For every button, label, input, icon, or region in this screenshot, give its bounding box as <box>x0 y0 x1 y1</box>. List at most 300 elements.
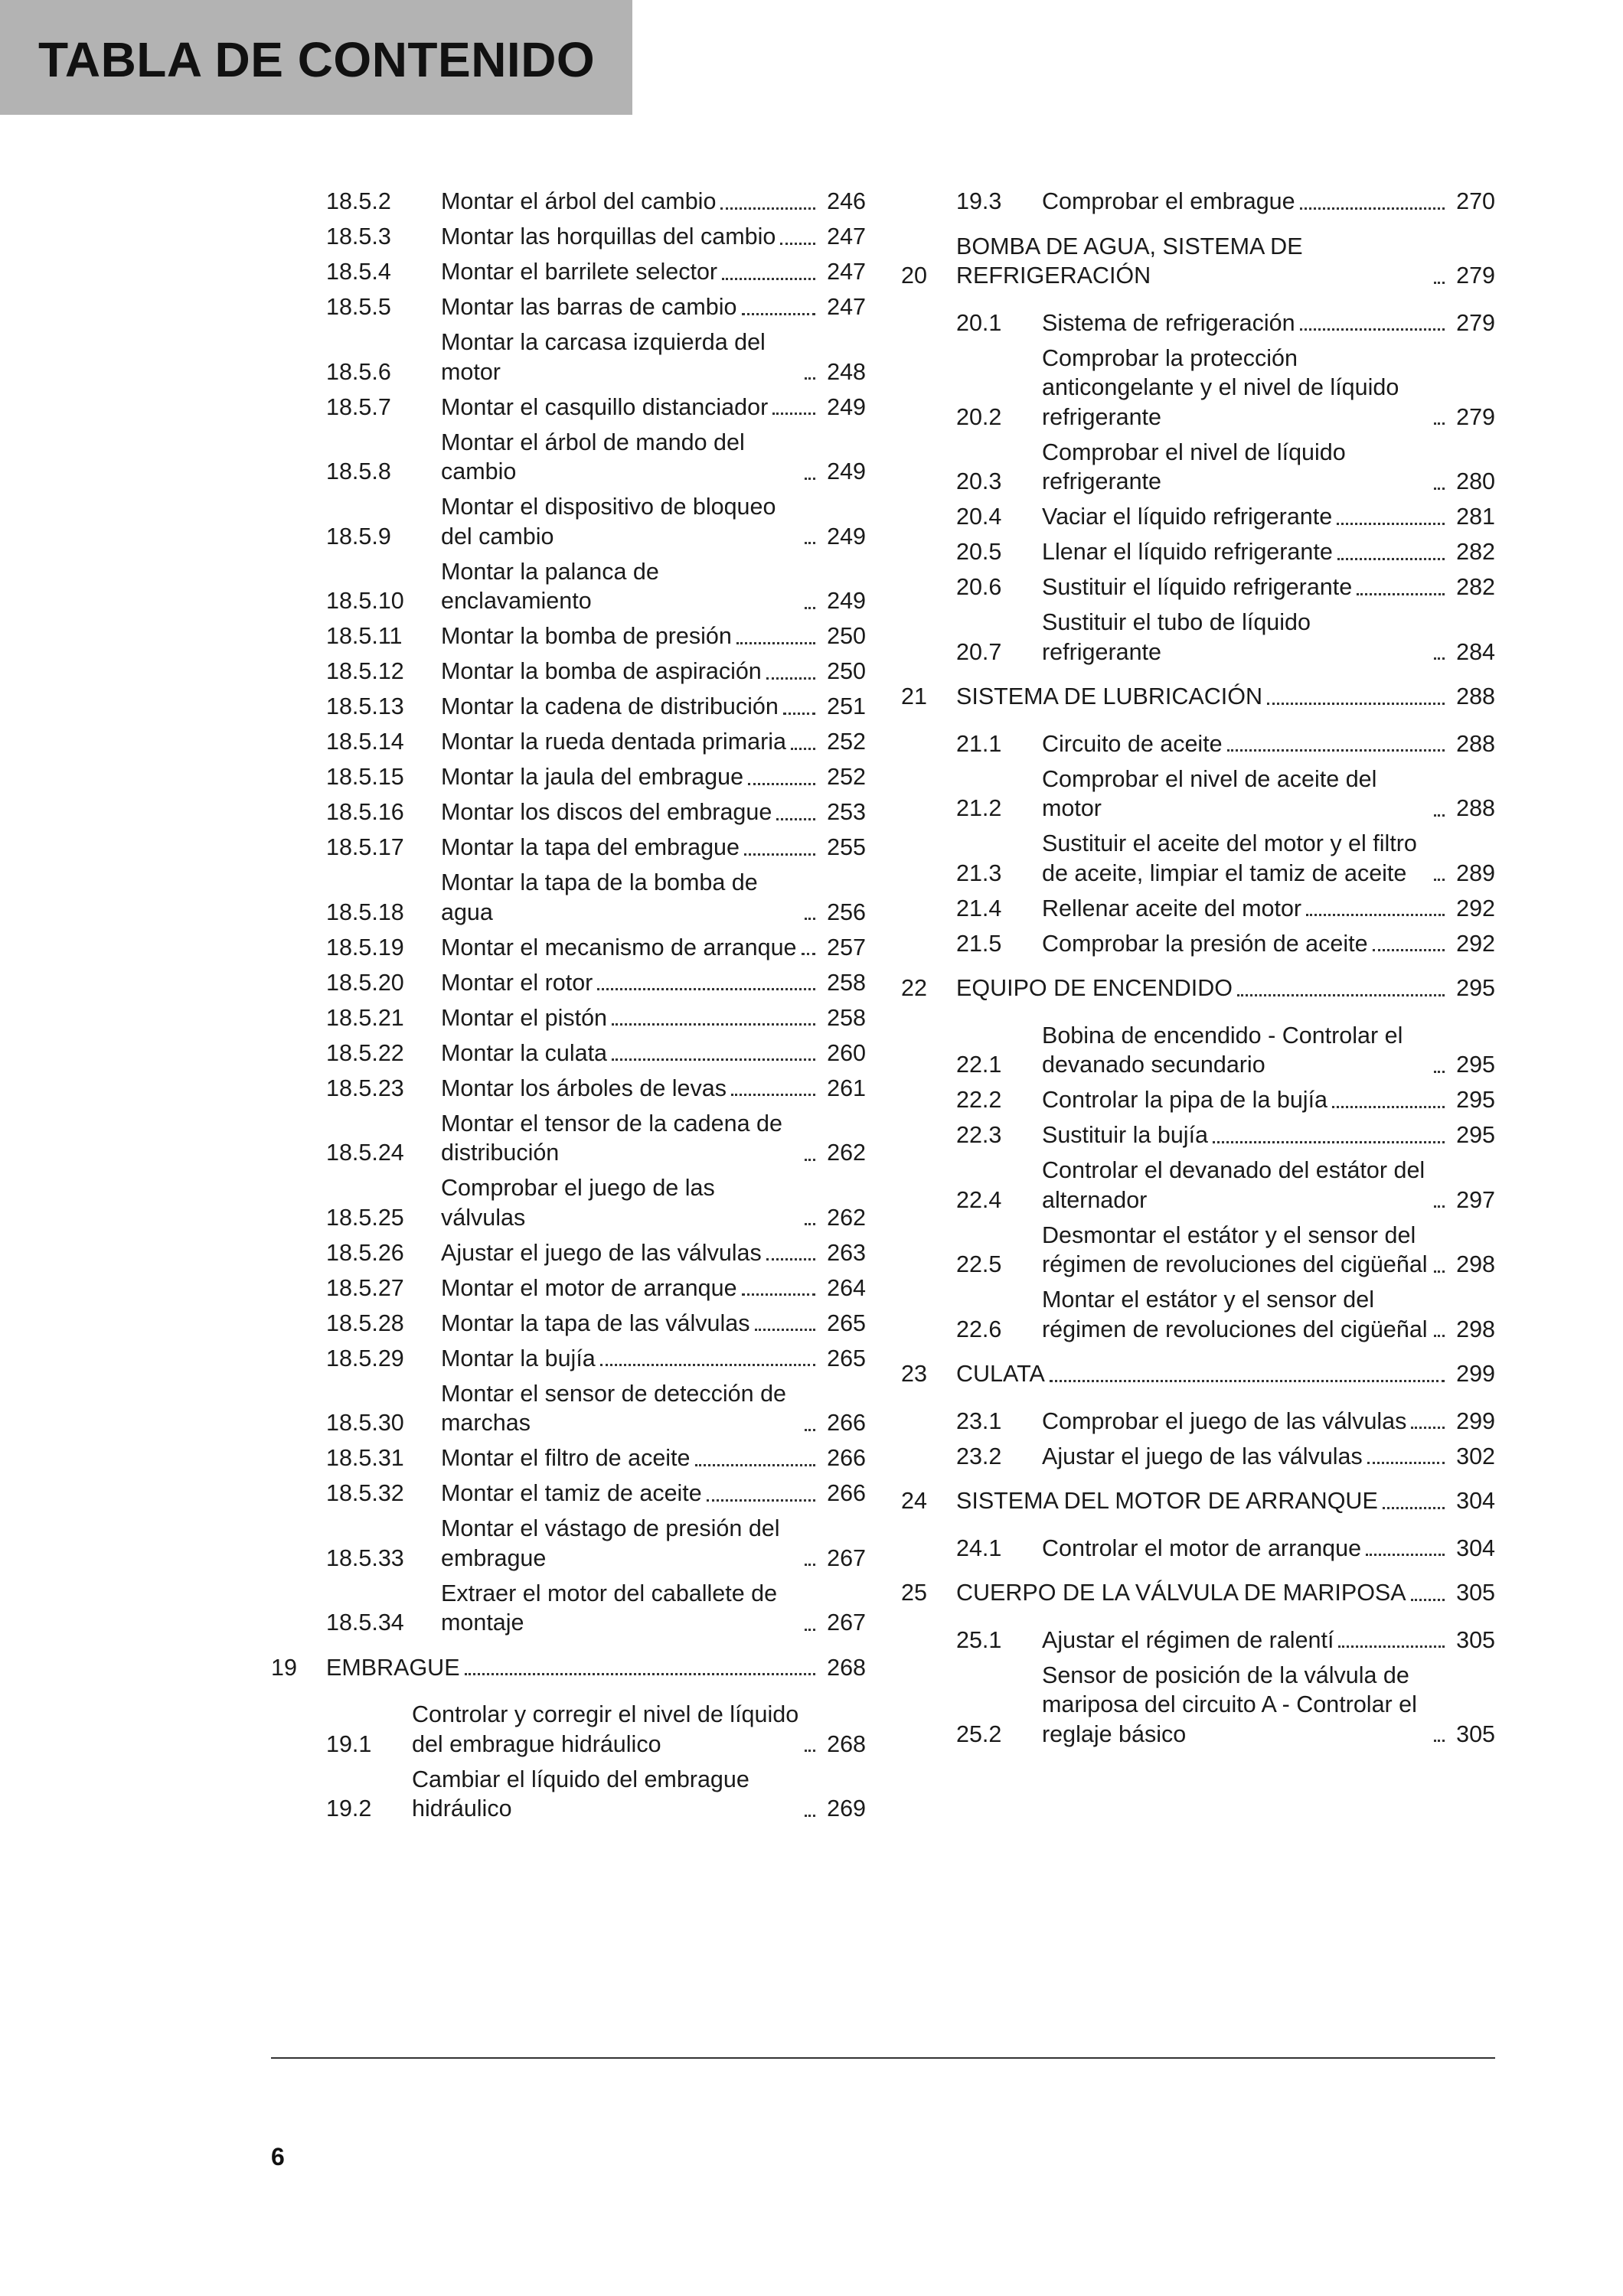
toc-entry-page: 257 <box>827 934 866 960</box>
dot-leader <box>1300 328 1445 331</box>
toc-entry-number: 18.5.9 <box>326 523 391 550</box>
toc-entry-page: 295 <box>1456 1122 1495 1148</box>
dot-leader <box>766 1258 815 1261</box>
toc-entry-number: 18.5.22 <box>326 1039 404 1066</box>
toc-entry[interactable] <box>271 868 866 927</box>
dot-leader <box>1213 1141 1445 1143</box>
toc-entry-title: Vaciar el líquido refrigerante <box>1042 504 1333 530</box>
toc-entry-page: 246 <box>827 188 866 214</box>
toc-entry[interactable] <box>901 1661 1495 1750</box>
toc-entry-title: Controlar el devanado del estátor del alternador <box>1042 1157 1425 1213</box>
toc-entry-number: 21.1 <box>956 730 1002 757</box>
toc-entry-page: 289 <box>1456 859 1495 886</box>
toc-entry-title: Controlar el motor de arranque <box>1042 1534 1362 1561</box>
toc-entry[interactable] <box>901 502 1495 532</box>
toc-entry-page: 305 <box>1456 1626 1495 1653</box>
toc-entry-title: Ajustar el régimen de ralentí <box>1042 1626 1334 1653</box>
dot-leader <box>612 1023 815 1026</box>
toc-entry[interactable] <box>271 492 866 551</box>
toc-entry-number: 18.5.7 <box>326 393 391 420</box>
toc-entry-title: CULATA <box>956 1361 1045 1387</box>
toc-entry-page: 281 <box>1456 504 1495 530</box>
toc-entry-page: 269 <box>827 1795 866 1821</box>
dot-leader <box>780 243 815 245</box>
toc-entry-number: 23.1 <box>956 1407 1002 1434</box>
toc-entry[interactable] <box>901 438 1495 497</box>
toc-entry-number: 24.1 <box>956 1534 1002 1561</box>
toc-entry-page: 262 <box>827 1140 866 1166</box>
toc-entry-title: Montar el árbol de mando del cambio <box>441 429 745 484</box>
page-title: TABLA DE CONTENIDO <box>38 32 596 87</box>
toc-entry-number: 18.5.33 <box>326 1544 404 1571</box>
toc-chapter-entry[interactable] <box>901 974 1495 1003</box>
dot-leader <box>805 1564 815 1566</box>
toc-entry-page: 248 <box>827 358 866 385</box>
toc-entry-number: 18.5.8 <box>326 458 391 484</box>
toc-entry-page: 292 <box>1456 930 1495 957</box>
toc-entry-number: 18.5.11 <box>326 623 403 649</box>
toc-entry-title: Montar el vástago de presión del embrague <box>441 1515 780 1571</box>
toc-entry-page: 251 <box>827 693 866 719</box>
toc-entry-title: Montar la tapa de la bomba de agua <box>441 869 758 925</box>
dot-leader <box>1434 1335 1445 1337</box>
toc-entry[interactable] <box>271 762 866 792</box>
dot-leader <box>1411 1427 1445 1429</box>
toc-entry-number: 20.1 <box>956 309 1002 336</box>
dot-leader <box>1434 657 1445 660</box>
toc-entry-number: 18.5.19 <box>326 934 404 960</box>
toc-entry-number: 23.2 <box>956 1443 1002 1469</box>
toc-entry-number: 18.5.29 <box>326 1345 404 1371</box>
toc-entry-page: 282 <box>1456 539 1495 565</box>
toc-entry-page: 253 <box>827 799 866 825</box>
dot-leader <box>1434 1205 1445 1208</box>
dot-leader <box>722 278 815 280</box>
toc-entry-title: Montar el casquillo distanciador <box>441 393 769 420</box>
toc-entry-number: 18.5.4 <box>326 259 391 285</box>
toc-entry-number: 18.5.25 <box>326 1204 404 1231</box>
toc-entry-title: Montar el dispositivo de bloqueo del cambio <box>441 494 776 550</box>
toc-entry[interactable] <box>271 257 866 287</box>
dot-leader <box>772 413 815 415</box>
toc-entry-title: Montar el motor de arranque <box>441 1274 737 1301</box>
dot-leader <box>1434 1270 1445 1273</box>
toc-entry-page: 270 <box>1456 188 1495 214</box>
dot-leader <box>1434 488 1445 490</box>
toc-entry[interactable] <box>901 1120 1495 1150</box>
dot-leader <box>1337 558 1445 560</box>
dot-leader <box>1434 1071 1445 1073</box>
toc-entry-number: 22.3 <box>956 1122 1002 1148</box>
toc-entry[interactable] <box>271 692 866 722</box>
toc-entry-number: 20.7 <box>956 638 1002 665</box>
dot-leader <box>744 853 815 856</box>
toc-entry[interactable] <box>901 608 1495 667</box>
dot-leader <box>805 1159 815 1161</box>
dot-leader <box>465 1673 815 1675</box>
toc-entry[interactable] <box>271 187 866 217</box>
toc-entry-page: 295 <box>1456 975 1495 1001</box>
toc-entry-title: Llenar el líquido refrigerante <box>1042 539 1333 565</box>
toc-column-left <box>271 187 866 1829</box>
toc-entry-page: 282 <box>1456 574 1495 600</box>
toc-chapter-entry[interactable] <box>901 1486 1495 1516</box>
toc-entry-title: Desmontar el estátor y el sensor del régimen de revoluciones del cigüeñal <box>1042 1221 1428 1277</box>
toc-entry[interactable] <box>271 1274 866 1303</box>
dot-leader <box>805 1629 815 1631</box>
dot-leader <box>731 1094 815 1096</box>
toc-entry-title: Montar la bujía <box>441 1345 596 1371</box>
toc-entry[interactable] <box>271 1344 866 1374</box>
toc-entry-number: 25 <box>901 1580 927 1606</box>
toc-entry-page: 292 <box>1456 895 1495 921</box>
toc-entry[interactable] <box>271 933 866 963</box>
dot-leader <box>748 783 815 785</box>
toc-entry-title: Comprobar el juego de las válvulas <box>1042 1407 1407 1434</box>
toc-entry[interactable] <box>901 1285 1495 1344</box>
toc-entry-title: Montar el árbol del cambio <box>441 188 717 214</box>
toc-entry-title: Montar la tapa de las válvulas <box>441 1309 750 1336</box>
toc-entry-title: Comprobar la protección anticongelante y el nivel de líquido refrigerante <box>1042 344 1399 430</box>
toc-entry-title: Montar el tensor de la cadena de distribución <box>441 1110 782 1166</box>
dot-leader <box>805 1429 815 1431</box>
toc-entry[interactable] <box>271 968 866 998</box>
toc-entry-title: Sustituir el aceite del motor y el filtro de aceite, limpiar el tamiz de aceite <box>1042 830 1417 886</box>
toc-entry[interactable] <box>271 292 866 322</box>
toc-entry-page: 299 <box>1456 1407 1495 1434</box>
toc-entry-number: 19.1 <box>326 1730 372 1757</box>
toc-entry-number: 18.5.10 <box>326 588 404 614</box>
toc-entry-title: Controlar y corregir el nivel de líquido del embrague hidráulico <box>412 1701 799 1757</box>
toc-entry-page: 256 <box>827 899 866 925</box>
toc-entry[interactable] <box>901 537 1495 567</box>
toc-entry[interactable] <box>901 1407 1495 1437</box>
toc-entry-number: 23 <box>901 1361 927 1387</box>
dot-leader <box>783 713 815 715</box>
toc-entry-title: Controlar la pipa de la bujía <box>1042 1087 1328 1113</box>
dot-leader <box>805 542 815 544</box>
toc-entry-title: Comprobar el juego de las válvulas <box>441 1175 715 1231</box>
toc-entry-page: 249 <box>827 393 866 420</box>
toc-entry-title: Bobina de encendido - Controlar el devanado secundario <box>1042 1022 1403 1078</box>
toc-entry-page: 284 <box>1456 638 1495 665</box>
toc-entry-page: 279 <box>1456 403 1495 430</box>
dot-leader <box>736 642 815 644</box>
dot-leader <box>1383 1507 1445 1509</box>
toc-entry-number: 21.5 <box>956 930 1002 957</box>
toc-entry-title: Comprobar el nivel de líquido refrigerante <box>1042 439 1346 494</box>
toc-entry-page: 298 <box>1456 1316 1495 1342</box>
toc-entry[interactable] <box>901 1221 1495 1280</box>
toc-entry-title: Montar la culata <box>441 1039 607 1066</box>
toc-entry-page: 266 <box>827 1480 866 1506</box>
dot-leader <box>1332 1106 1445 1108</box>
toc-entry-page: 265 <box>827 1345 866 1371</box>
toc-entry-page: 261 <box>827 1075 866 1101</box>
toc-entry[interactable] <box>271 1039 866 1068</box>
toc-entry-page: 305 <box>1456 1580 1495 1606</box>
toc-entry-title: Montar la tapa del embrague <box>441 834 740 860</box>
toc-entry-number: 20.6 <box>956 574 1002 600</box>
toc-entry-title: Montar el estátor y el sensor del régimen de revoluciones del cigüeñal <box>1042 1287 1428 1342</box>
toc-column-right <box>901 187 1495 1755</box>
toc-entry[interactable] <box>271 1003 866 1033</box>
toc-entry-page: 258 <box>827 969 866 996</box>
toc-entry[interactable] <box>271 1173 866 1232</box>
toc-entry[interactable] <box>901 1156 1495 1215</box>
toc-entry-page: 304 <box>1456 1534 1495 1561</box>
toc-entry[interactable] <box>271 1238 866 1268</box>
dot-leader <box>695 1464 816 1466</box>
dot-leader <box>776 818 815 820</box>
toc-entry[interactable] <box>271 1109 866 1168</box>
toc-entry-number: 22.2 <box>956 1087 1002 1113</box>
dot-leader <box>1267 703 1445 705</box>
dot-leader <box>1300 207 1445 210</box>
toc-entry-page: 280 <box>1456 468 1495 494</box>
toc-entry-page: 264 <box>827 1274 866 1301</box>
toc-entry-title: Ajustar el juego de las válvulas <box>1042 1443 1363 1469</box>
toc-entry[interactable] <box>271 1765 866 1824</box>
toc-entry[interactable] <box>901 729 1495 759</box>
dot-leader <box>805 1750 815 1752</box>
toc-entry-title: Montar la jaula del embrague <box>441 764 744 790</box>
toc-entry-title: Montar la rueda dentada primaria <box>441 729 786 755</box>
dot-leader <box>597 988 815 990</box>
toc-entry[interactable] <box>271 1443 866 1473</box>
toc-entry-title: Montar la carcasa izquierda del motor <box>441 329 766 385</box>
toc-entry-title: Comprobar la presión de aceite <box>1042 930 1368 957</box>
toc-entry[interactable] <box>901 1021 1495 1080</box>
toc-entry-title: Montar el mecanismo de arranque <box>441 934 797 960</box>
toc-entry-number: 19.2 <box>326 1795 372 1821</box>
toc-entry-page: 252 <box>827 764 866 790</box>
toc-entry[interactable] <box>271 1379 866 1438</box>
toc-entry[interactable] <box>901 929 1495 959</box>
toc-entry[interactable] <box>271 557 866 616</box>
toc-entry-number: 18.5.27 <box>326 1274 404 1301</box>
dot-leader <box>805 478 815 480</box>
toc-entry-number: 19 <box>271 1654 297 1681</box>
toc-entry[interactable] <box>271 393 866 422</box>
toc-entry-page: 247 <box>827 223 866 249</box>
dot-leader <box>1237 994 1445 996</box>
toc-entry-title: Sensor de posición de la válvula de mariposa del circuito A - Controlar el reglaje básico <box>1042 1662 1417 1747</box>
dot-leader <box>1434 814 1445 817</box>
toc-entry-page: 268 <box>827 1654 866 1681</box>
toc-entry-title: Montar las barras de cambio <box>441 294 737 320</box>
toc-entry[interactable] <box>271 1309 866 1339</box>
toc-entry-title: Montar los discos del embrague <box>441 799 772 825</box>
dot-leader <box>802 953 815 955</box>
toc-entry-title: Circuito de aceite <box>1042 730 1223 757</box>
toc-entry[interactable] <box>901 1534 1495 1564</box>
toc-entry-number: 22.4 <box>956 1186 1002 1213</box>
toc-entry[interactable] <box>271 1514 866 1573</box>
dot-leader <box>1366 1554 1445 1556</box>
toc-entry-page: 263 <box>827 1239 866 1266</box>
toc-entry-page: 260 <box>827 1039 866 1066</box>
header-banner <box>0 0 632 115</box>
toc-entry[interactable] <box>271 1074 866 1104</box>
toc-entry-title: Montar el filtro de aceite <box>441 1445 691 1471</box>
toc-entry-title: Comprobar el embrague <box>1042 188 1295 214</box>
toc-entry-title: Montar la bomba de presión <box>441 623 732 649</box>
toc-entry-title: BOMBA DE AGUA, SISTEMA DE REFRIGERACIÓN <box>956 233 1303 289</box>
toc-entry-title: Sustituir la bujía <box>1042 1122 1208 1148</box>
dot-leader <box>1434 422 1445 425</box>
toc-entry-number: 18.5.17 <box>326 834 404 860</box>
toc-entry-page: 288 <box>1456 795 1495 821</box>
toc-entry[interactable] <box>901 308 1495 338</box>
toc-entry-title: Montar el rotor <box>441 969 593 996</box>
toc-entry-title: Montar el barrilete selector <box>441 259 718 285</box>
toc-entry-number: 18.5.21 <box>326 1004 404 1031</box>
toc-entry-page: 267 <box>827 1544 866 1571</box>
toc-entry-number: 20.4 <box>956 504 1002 530</box>
dot-leader <box>612 1058 815 1061</box>
toc-entry-number: 18.5.24 <box>326 1140 404 1166</box>
toc-entry-page: 250 <box>827 623 866 649</box>
toc-entry[interactable] <box>901 1626 1495 1655</box>
dot-leader <box>1373 949 1445 951</box>
toc-chapter-entry[interactable] <box>901 682 1495 712</box>
toc-entry[interactable] <box>901 572 1495 602</box>
toc-entry-number: 20 <box>901 263 927 289</box>
toc-entry[interactable] <box>271 222 866 252</box>
dot-leader <box>805 1223 815 1225</box>
toc-entry-page: 288 <box>1456 683 1495 709</box>
toc-entry-number: 18.5.12 <box>326 658 404 684</box>
toc-entry-number: 22.1 <box>956 1052 1002 1078</box>
toc-entry-title: Sistema de refrigeración <box>1042 309 1295 336</box>
toc-entry[interactable] <box>271 621 866 651</box>
toc-entry-number: 18.5.18 <box>326 899 404 925</box>
toc-entry-title: Montar la cadena de distribución <box>441 693 779 719</box>
toc-entry[interactable] <box>271 328 866 386</box>
toc-chapter-entry[interactable] <box>271 1653 866 1683</box>
dot-leader <box>1411 1599 1445 1601</box>
toc-entry[interactable] <box>901 1085 1495 1115</box>
toc-entry[interactable] <box>271 833 866 863</box>
toc-entry-number: 18.5.31 <box>326 1445 404 1471</box>
toc-entry[interactable] <box>271 1479 866 1508</box>
toc-entry-page: 249 <box>827 458 866 484</box>
toc-entry-number: 18.5.13 <box>326 693 404 719</box>
toc-entry-title: Sustituir el líquido refrigerante <box>1042 574 1353 600</box>
toc-entry-page: 298 <box>1456 1251 1495 1277</box>
toc-entry-number: 20.2 <box>956 403 1002 430</box>
toc-entry[interactable] <box>901 1442 1495 1472</box>
toc-entry-title: EQUIPO DE ENCENDIDO <box>956 975 1233 1001</box>
toc-entry-title: Rellenar aceite del motor <box>1042 895 1302 921</box>
dot-leader <box>1367 1462 1445 1464</box>
toc-entry-title: SISTEMA DE LUBRICACIÓN <box>956 683 1262 709</box>
toc-entry-number: 22.5 <box>956 1251 1002 1277</box>
toc-entry[interactable] <box>271 727 866 757</box>
toc-entry-number: 18.5.23 <box>326 1075 404 1101</box>
dot-leader <box>742 1293 815 1296</box>
dot-leader <box>1434 282 1445 284</box>
toc-entry-page: 268 <box>827 1730 866 1757</box>
toc-entry[interactable] <box>901 765 1495 823</box>
toc-entry-number: 18.5.28 <box>326 1309 404 1336</box>
toc-entry-number: 21.4 <box>956 895 1002 921</box>
dot-leader <box>766 677 815 680</box>
dot-leader <box>742 313 815 315</box>
toc-entry-page: 252 <box>827 729 866 755</box>
toc-entry-page: 250 <box>827 658 866 684</box>
toc-entry-number: 22 <box>901 975 927 1001</box>
dot-leader <box>1337 523 1445 525</box>
toc-entry-number: 20.5 <box>956 539 1002 565</box>
toc-entry-number: 18.5.14 <box>326 729 404 755</box>
toc-entry-page: 247 <box>827 294 866 320</box>
toc-entry-page: 305 <box>1456 1720 1495 1747</box>
toc-chapter-entry[interactable] <box>901 232 1495 291</box>
toc-entry[interactable] <box>901 829 1495 888</box>
toc-entry[interactable] <box>901 187 1495 217</box>
toc-entry-number: 24 <box>901 1488 927 1514</box>
dot-leader <box>707 1499 815 1502</box>
toc-entry-number: 18.5.5 <box>326 294 391 320</box>
toc-entry-title: Comprobar el nivel de aceite del motor <box>1042 765 1377 821</box>
dot-leader <box>805 607 815 609</box>
toc-entry-number: 18.5.26 <box>326 1239 404 1266</box>
toc-entry-page: 295 <box>1456 1087 1495 1113</box>
toc-entry[interactable] <box>271 1579 866 1638</box>
dot-leader <box>1434 1740 1445 1742</box>
toc-entry-page: 265 <box>827 1309 866 1336</box>
toc-entry-page: 266 <box>827 1410 866 1436</box>
toc-entry[interactable] <box>271 797 866 827</box>
toc-entry[interactable] <box>271 657 866 687</box>
toc-chapter-entry[interactable] <box>901 1578 1495 1608</box>
toc-entry[interactable] <box>271 428 866 487</box>
toc-entry-title: Sustituir el tubo de líquido refrigerante <box>1042 609 1311 665</box>
dot-leader <box>805 918 815 920</box>
dot-leader <box>1306 914 1445 916</box>
toc-entry-title: Montar los árboles de levas <box>441 1075 727 1101</box>
toc-entry-title: Cambiar el líquido del embrague hidráulico <box>412 1766 749 1821</box>
dot-leader <box>1434 879 1445 881</box>
toc-entry-title: Montar la bomba de aspiración <box>441 658 762 684</box>
toc-entry-number: 18.5.2 <box>326 188 391 214</box>
dot-leader <box>600 1364 815 1366</box>
toc-entry-title: Ajustar el juego de las válvulas <box>441 1239 762 1266</box>
toc-entry-number: 25.2 <box>956 1720 1002 1747</box>
toc-entry[interactable] <box>901 344 1495 432</box>
page-number: 6 <box>271 2143 285 2170</box>
dot-leader <box>805 1815 815 1817</box>
toc-entry[interactable] <box>901 894 1495 924</box>
toc-entry-number: 22.6 <box>956 1316 1002 1342</box>
dot-leader <box>1050 1380 1445 1382</box>
toc-entry[interactable] <box>271 1700 866 1759</box>
toc-entry-number: 18.5.30 <box>326 1410 404 1436</box>
toc-entry-number: 19.3 <box>956 188 1002 214</box>
dot-leader <box>1357 593 1445 595</box>
toc-chapter-entry[interactable] <box>901 1359 1495 1389</box>
toc-entry-page: 295 <box>1456 1052 1495 1078</box>
toc-entry-title: Montar el tamiz de aceite <box>441 1480 702 1506</box>
toc-entry-page: 258 <box>827 1004 866 1031</box>
toc-entry-page: 299 <box>1456 1361 1495 1387</box>
toc-entry-page: 304 <box>1456 1488 1495 1514</box>
toc-entry-number: 18.5.34 <box>326 1609 404 1636</box>
toc-entry-number: 18.5.6 <box>326 358 391 385</box>
toc-entry-number: 21.2 <box>956 795 1002 821</box>
